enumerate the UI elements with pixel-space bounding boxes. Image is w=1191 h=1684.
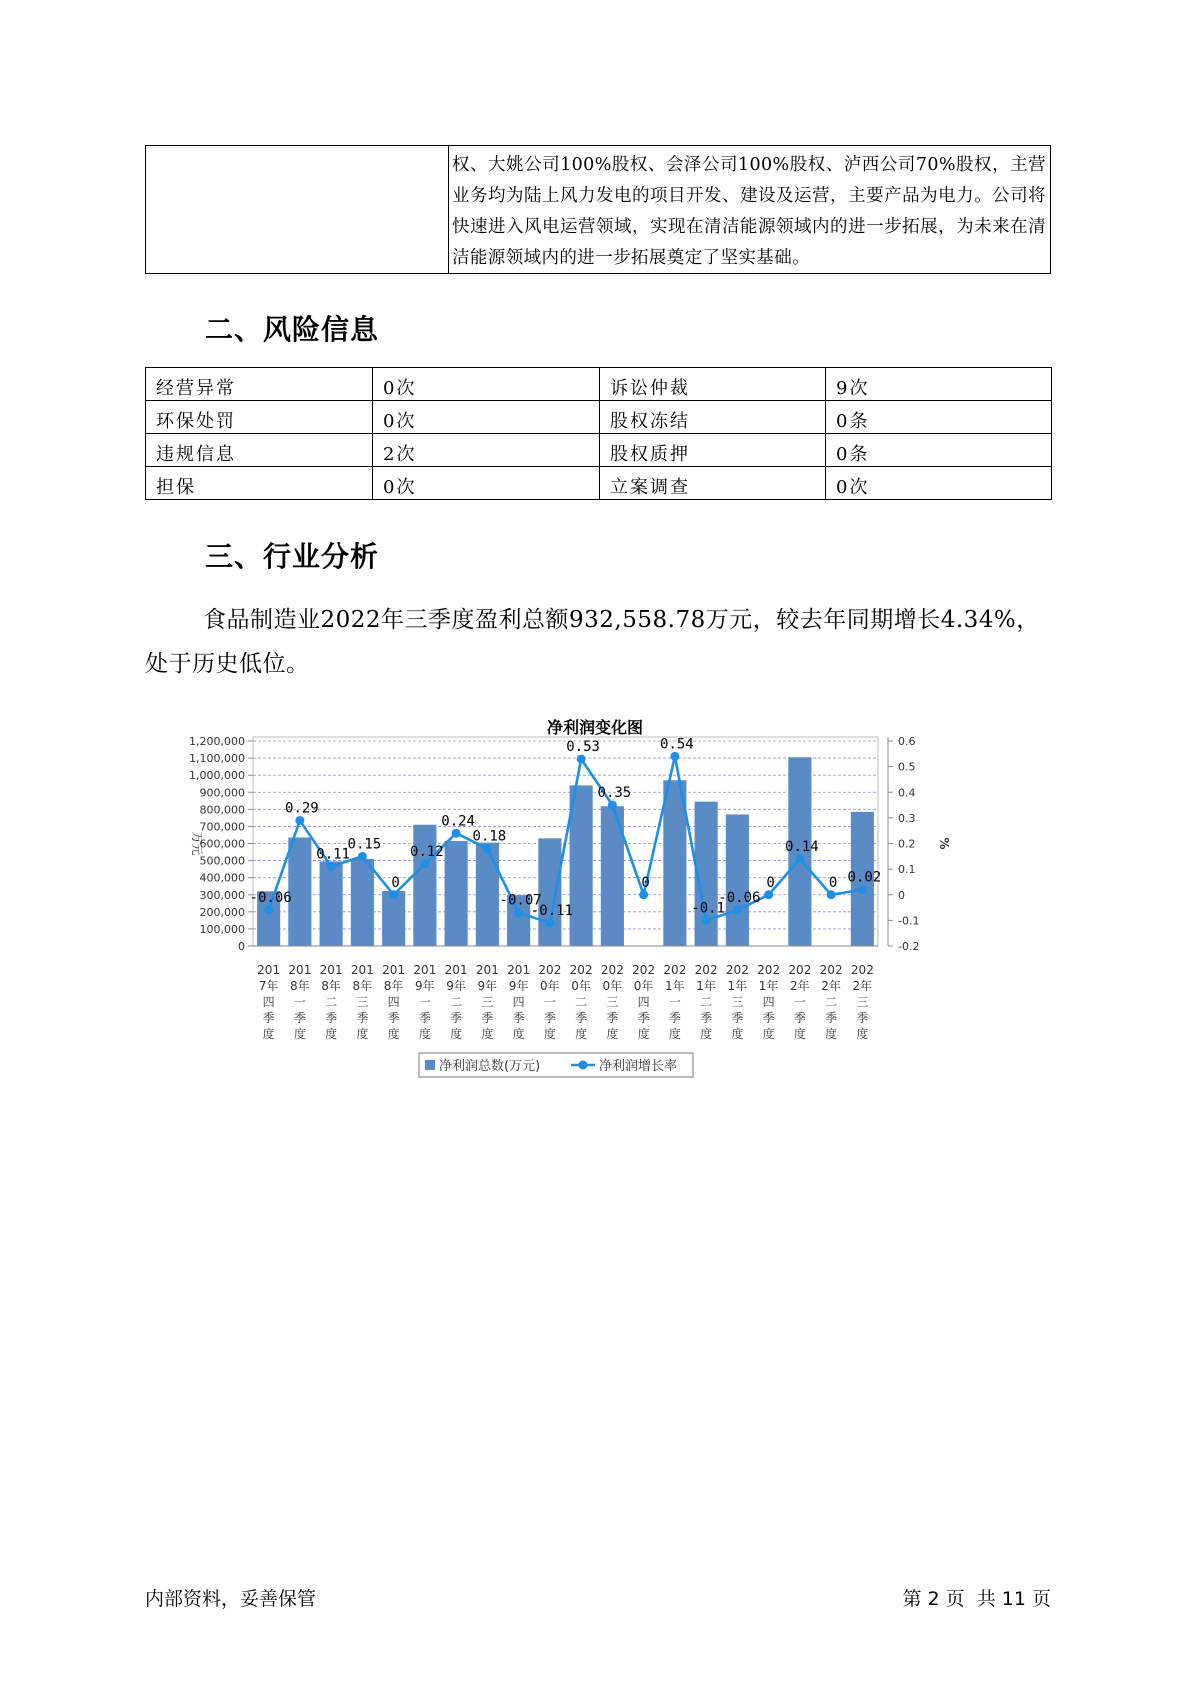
bar-3 xyxy=(320,861,343,946)
bar-6 xyxy=(413,825,436,946)
bar-16 xyxy=(726,814,749,946)
y-tick-label: 500,000 xyxy=(199,854,245,868)
risk-value: 0次 xyxy=(826,467,1052,500)
growth-label-13: 0 xyxy=(641,874,650,891)
x-category-label: 201 8年四季度 xyxy=(382,963,406,1041)
y2-axis-label: % xyxy=(937,837,951,850)
growth-label-8: 0.18 xyxy=(472,828,507,845)
growth-point-9 xyxy=(514,908,523,917)
y2-tick-label: 0.2 xyxy=(898,837,916,851)
growth-label-6: 0.12 xyxy=(410,844,444,860)
growth-label-2: 0.29 xyxy=(285,800,319,817)
y-tick-label: 1,000,000 xyxy=(189,769,245,783)
growth-label-19: 0 xyxy=(828,874,838,891)
y2-tick-label: 0.3 xyxy=(898,811,916,825)
table-row xyxy=(146,467,1052,500)
x-category-label: 201 8年三季度 xyxy=(350,963,374,1041)
bar-4 xyxy=(351,859,374,946)
x-category-label: 201 9年二季度 xyxy=(444,963,468,1041)
footer-page-number: 第 2 页 共 11 页 xyxy=(902,1588,1051,1610)
net-profit-chart xyxy=(175,705,1015,1175)
chart-title: 净利润变化图 xyxy=(546,718,644,737)
y-tick-label: 600,000 xyxy=(199,837,245,851)
y2-tick-label: 0.6 xyxy=(898,735,916,748)
risk-value: 9次 xyxy=(826,368,1052,401)
growth-point-20 xyxy=(858,885,867,894)
section-title-industry: 三、行业分析 xyxy=(205,540,380,573)
x-category-label: 201 9年四季度 xyxy=(507,963,531,1041)
risk-label: 违规信息 xyxy=(146,434,373,467)
x-category-label: 202 0年三季度 xyxy=(600,963,624,1041)
bar-2 xyxy=(288,838,311,946)
growth-label-9: -0.07 xyxy=(499,892,542,909)
y-tick-label: 1,100,000 xyxy=(189,752,245,766)
table-row xyxy=(146,434,1052,467)
growth-point-8 xyxy=(483,844,492,853)
x-category-label: 202 0年二季度 xyxy=(569,963,593,1041)
growth-point-12 xyxy=(608,801,617,810)
y-tick-label: 900,000 xyxy=(199,786,245,800)
risk-label: 股权质押 xyxy=(600,434,826,467)
bar-7 xyxy=(445,841,468,946)
growth-label-12: 0.35 xyxy=(597,785,632,802)
table-row xyxy=(146,368,1052,401)
x-category-label: 202 2年三季度 xyxy=(850,963,874,1041)
risk-value: 0次 xyxy=(373,401,600,434)
growth-label-5: 0 xyxy=(391,874,400,891)
risk-label: 环保处罚 xyxy=(146,401,373,434)
x-category-label: 202 1年一季度 xyxy=(663,963,687,1041)
growth-point-4 xyxy=(358,852,367,861)
y-tick-label: 1,200,000 xyxy=(189,735,245,748)
bar-8 xyxy=(476,843,499,946)
growth-point-19 xyxy=(827,890,836,899)
growth-label-14: 0.54 xyxy=(660,736,694,753)
growth-point-17 xyxy=(764,890,773,899)
legend-line-label: 净利润增长率 xyxy=(599,1059,678,1074)
growth-point-15 xyxy=(702,916,711,925)
bar-10 xyxy=(538,838,561,946)
growth-point-16 xyxy=(733,906,742,915)
risk-label: 经营异常 xyxy=(146,368,373,401)
y-tick-label: 0 xyxy=(238,940,245,953)
y-tick-label: 700,000 xyxy=(199,820,245,834)
x-category-label: 201 8年一季度 xyxy=(288,963,312,1041)
risk-value: 0次 xyxy=(373,467,600,500)
growth-point-6 xyxy=(420,860,429,869)
y-axis-label: 万元 xyxy=(190,831,204,856)
x-category-label: 202 2年二季度 xyxy=(819,963,843,1041)
risk-label: 立案调查 xyxy=(600,467,826,500)
growth-label-3: 0.11 xyxy=(316,846,350,863)
legend-bar-swatch xyxy=(425,1060,435,1070)
business-table-continuation xyxy=(145,145,1051,274)
y-tick-label: 200,000 xyxy=(199,905,245,919)
table-left-cell xyxy=(146,146,449,273)
risk-value: 0条 xyxy=(826,434,1052,467)
y-tick-label: 400,000 xyxy=(199,871,245,885)
growth-point-10 xyxy=(545,918,554,927)
y-tick-label: 800,000 xyxy=(199,803,245,817)
y-tick-label: 100,000 xyxy=(199,922,245,936)
x-category-label: 201 9年三季度 xyxy=(475,963,499,1041)
legend-bar-label: 净利润总数(万元) xyxy=(439,1059,541,1074)
risk-value: 0次 xyxy=(373,368,600,401)
growth-label-10: -0.11 xyxy=(530,902,573,919)
risk-label: 股权冻结 xyxy=(600,401,826,434)
x-category-label: 201 8年二季度 xyxy=(319,963,343,1041)
y2-tick-label: -0.1 xyxy=(898,914,920,928)
growth-label-4: 0.15 xyxy=(347,836,382,853)
growth-point-2 xyxy=(295,816,304,825)
bar-11 xyxy=(570,785,593,946)
x-category-label: 201 9年一季度 xyxy=(413,963,437,1041)
growth-point-3 xyxy=(327,862,336,871)
footer-confidential: 内部资料，妥善保管 xyxy=(145,1588,317,1610)
growth-point-1 xyxy=(264,906,273,915)
risk-value: 2次 xyxy=(373,434,600,467)
business-description: 权、大姚公司100%股权、会泽公司100%股权、泸西公司70%股权，主营业务均为陆上风力发电的项目开发、建设及运营，主要产品为电力。公司将快速进入风电运营领域，实现在清洁能源领域内的进一步拓展，为未来在清洁能源领域内的进一步拓展奠定了坚实基础。 xyxy=(452,155,1046,268)
x-category-label: 202 1年四季度 xyxy=(757,963,781,1041)
y2-tick-label: 0.5 xyxy=(898,760,916,774)
table-row xyxy=(146,401,1052,434)
growth-label-17: 0 xyxy=(766,874,775,891)
x-category-label: 202 1年二季度 xyxy=(694,963,718,1041)
risk-label: 诉讼仲裁 xyxy=(600,368,826,401)
industry-paragraph: 食品制造业2022年三季度盈利总额932,558.78万元，较去年同期增长4.34%，处于历史低位。 xyxy=(145,607,1040,677)
growth-point-13 xyxy=(639,890,648,899)
risk-table xyxy=(145,367,1052,500)
growth-point-18 xyxy=(795,854,804,863)
x-category-label: 202 0年四季度 xyxy=(632,963,656,1041)
y2-tick-label: 0.1 xyxy=(898,863,916,877)
growth-label-15: -0.1 xyxy=(691,900,725,917)
section-title-risk: 二、风险信息 xyxy=(205,313,380,346)
risk-value: 0条 xyxy=(826,401,1052,434)
growth-label-20: 0.02 xyxy=(847,869,882,886)
growth-point-11 xyxy=(577,754,586,763)
growth-label-7: 0.24 xyxy=(441,813,475,830)
x-category-label: 202 0年一季度 xyxy=(538,963,562,1041)
growth-point-7 xyxy=(452,829,461,838)
growth-label-11: 0.53 xyxy=(566,738,600,755)
x-category-label: 202 2年一季度 xyxy=(788,963,812,1041)
growth-label-18: 0.14 xyxy=(785,838,819,855)
growth-point-5 xyxy=(389,890,398,899)
growth-label-1: -0.06 xyxy=(249,890,292,907)
legend-line-marker xyxy=(579,1061,588,1070)
y2-tick-label: 0.4 xyxy=(898,786,916,800)
x-category-label: 201 7年四季度 xyxy=(257,963,281,1041)
growth-label-16: -0.06 xyxy=(718,890,761,907)
risk-label: 担保 xyxy=(146,467,373,500)
y2-tick-label: 0 xyxy=(898,888,905,902)
y2-tick-label: -0.2 xyxy=(898,940,920,953)
y-tick-label: 300,000 xyxy=(199,888,245,902)
x-category-label: 202 1年三季度 xyxy=(725,963,749,1041)
growth-point-14 xyxy=(670,752,679,761)
